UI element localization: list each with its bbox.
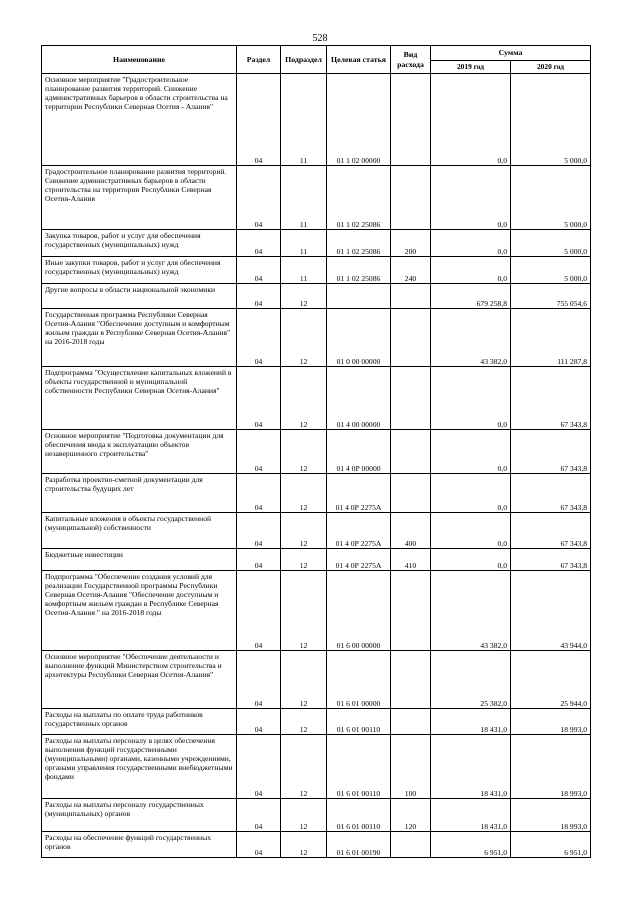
row-amount-2020: 18 993,0: [511, 799, 591, 832]
row-amount-2020: 43 944,0: [511, 571, 591, 651]
table-row: [42, 735, 591, 799]
table-row: [42, 799, 591, 832]
row-expense-type: 100: [391, 735, 431, 799]
row-amount-2019: 43 382,0: [431, 571, 511, 651]
table-row: [42, 166, 591, 230]
row-amount-2020: 111 287,8: [511, 309, 591, 367]
row-name: Другие вопросы в области национальной экономики: [42, 284, 237, 309]
row-expense-type: [391, 284, 431, 309]
row-expense-type: [391, 474, 431, 513]
row-section: 04: [237, 309, 281, 367]
row-subsection: 12: [281, 799, 327, 832]
row-section: 04: [237, 284, 281, 309]
row-target-article: 01 4 0Р 00000: [327, 430, 391, 474]
row-target-article: 01 6 01 00110: [327, 799, 391, 832]
row-amount-2020: 18 993,0: [511, 735, 591, 799]
row-name: Основное мероприятие "Обеспечение деятельности и выполнение функций Министерством строительства и архитектуры Республики Северная Осетия-Алания": [42, 651, 237, 709]
table-row: [42, 230, 591, 257]
row-target-article: 01 6 01 00190: [327, 832, 391, 858]
row-subsection: 12: [281, 474, 327, 513]
row-amount-2019: 0,0: [431, 430, 511, 474]
header-year-2020: 2020 год: [511, 61, 591, 74]
row-target-article: 01 1 02 00000: [327, 74, 391, 166]
row-target-article: 01 6 01 00110: [327, 735, 391, 799]
row-name: Подпрограмма "Обеспечение создания условий для реализации Государственной программы Республики Северная Осетия-Алания "Обеспечение доступным и комфортным жильем граждан в Республике Северная Осетия-Алания " на 2016-2018 годы: [42, 571, 237, 651]
row-amount-2020: 6 951,0: [511, 832, 591, 858]
row-amount-2020: 67 343,8: [511, 474, 591, 513]
row-amount-2019: 0,0: [431, 513, 511, 549]
row-amount-2019: 0,0: [431, 257, 511, 284]
table-row: [42, 309, 591, 367]
row-section: 04: [237, 709, 281, 735]
row-target-article: 01 6 00 00000: [327, 571, 391, 651]
header-target-article: Целевая статья: [327, 46, 391, 74]
row-target-article: 01 1 02 25086: [327, 230, 391, 257]
row-amount-2020: 5 000,0: [511, 166, 591, 230]
row-expense-type: [391, 571, 431, 651]
row-name: Основное мероприятие "Подготовка документации для обеспечения ввода в эксплуатацию объектов незавершенного строительства": [42, 430, 237, 474]
row-section: 04: [237, 799, 281, 832]
row-amount-2020: 67 343,8: [511, 513, 591, 549]
row-subsection: 12: [281, 284, 327, 309]
row-subsection: 12: [281, 513, 327, 549]
row-expense-type: [391, 430, 431, 474]
table-row: [42, 474, 591, 513]
table-row: [42, 430, 591, 474]
row-name: Разработка проектно-сметной документации для строительства будущих лет: [42, 474, 237, 513]
row-section: 04: [237, 832, 281, 858]
row-subsection: 12: [281, 709, 327, 735]
row-target-article: 01 6 01 00000: [327, 651, 391, 709]
table-row: [42, 549, 591, 571]
row-section: 04: [237, 430, 281, 474]
row-section: 04: [237, 474, 281, 513]
row-subsection: 12: [281, 367, 327, 430]
table-row: [42, 571, 591, 651]
row-subsection: 12: [281, 832, 327, 858]
row-name: Закупка товаров, работ и услуг для обеспечения государственных (муниципальных) нужд: [42, 230, 237, 257]
budget-table: [41, 45, 591, 858]
row-expense-type: [391, 651, 431, 709]
row-subsection: 11: [281, 166, 327, 230]
row-section: 04: [237, 735, 281, 799]
row-amount-2020: 5 000,0: [511, 74, 591, 166]
row-name: Иные закупки товаров, работ и услуг для обеспечения государственных (муниципальных) нужд: [42, 257, 237, 284]
row-section: 04: [237, 230, 281, 257]
row-expense-type: [391, 832, 431, 858]
row-amount-2019: 0,0: [431, 74, 511, 166]
row-subsection: 12: [281, 549, 327, 571]
row-expense-type: 400: [391, 513, 431, 549]
row-section: 04: [237, 367, 281, 430]
row-subsection: 11: [281, 230, 327, 257]
row-name: Расходы на выплаты персоналу в целях обеспечения выполнения функций государственными (муниципальными) органами, казенными учреждениями, органами управления государственными внебюджетными фондами: [42, 735, 237, 799]
row-amount-2019: 18 431,0: [431, 735, 511, 799]
row-section: 04: [237, 513, 281, 549]
row-amount-2020: 18 993,0: [511, 709, 591, 735]
table-row: [42, 651, 591, 709]
row-expense-type: 120: [391, 799, 431, 832]
row-amount-2019: 18 431,0: [431, 709, 511, 735]
row-amount-2020: 5 000,0: [511, 257, 591, 284]
row-amount-2020: 67 343,8: [511, 367, 591, 430]
row-amount-2019: 0,0: [431, 166, 511, 230]
row-expense-type: [391, 74, 431, 166]
table-row: [42, 513, 591, 549]
row-amount-2019: 18 431,0: [431, 799, 511, 832]
row-subsection: 11: [281, 257, 327, 284]
row-amount-2020: 755 054,6: [511, 284, 591, 309]
table-body: [42, 74, 591, 858]
row-amount-2019: 0,0: [431, 474, 511, 513]
row-subsection: 12: [281, 571, 327, 651]
row-expense-type: [391, 367, 431, 430]
row-expense-type: 410: [391, 549, 431, 571]
row-name: Градостроительное планирование развития территорий. Снижение административных барьеров в области строительства на территории Республики Северная Осетия-Алания: [42, 166, 237, 230]
row-section: 04: [237, 257, 281, 284]
row-section: 04: [237, 74, 281, 166]
row-expense-type: [391, 309, 431, 367]
row-subsection: 12: [281, 430, 327, 474]
page-number: 528: [312, 33, 328, 44]
row-amount-2019: 6 951,0: [431, 832, 511, 858]
row-expense-type: 240: [391, 257, 431, 284]
row-target-article: 01 4 00 00000: [327, 367, 391, 430]
row-expense-type: 200: [391, 230, 431, 257]
row-section: 04: [237, 166, 281, 230]
row-amount-2020: 67 343,8: [511, 430, 591, 474]
row-amount-2020: 25 944,0: [511, 651, 591, 709]
row-subsection: 12: [281, 651, 327, 709]
row-target-article: [327, 284, 391, 309]
table-row: [42, 257, 591, 284]
row-name: Капитальные вложения в объекты государственной (муниципальной) собственности: [42, 513, 237, 549]
row-amount-2019: 25 382,0: [431, 651, 511, 709]
row-expense-type: [391, 166, 431, 230]
row-subsection: 11: [281, 74, 327, 166]
row-subsection: 12: [281, 309, 327, 367]
row-amount-2020: 5 000,0: [511, 230, 591, 257]
row-name: Расходы на обеспечение функций государственных органов: [42, 832, 237, 858]
header-sum: Сумма: [431, 46, 591, 61]
row-section: 04: [237, 651, 281, 709]
row-expense-type: [391, 709, 431, 735]
header-subsection: Подраздел: [281, 46, 327, 74]
row-name: Расходы на выплаты персоналу государственных (муниципальных) органов: [42, 799, 237, 832]
row-subsection: 12: [281, 735, 327, 799]
table-row: [42, 709, 591, 735]
row-target-article: 01 4 0Р 2275А: [327, 549, 391, 571]
table-row: [42, 832, 591, 858]
row-target-article: 01 1 02 25086: [327, 166, 391, 230]
table-row: [42, 284, 591, 309]
row-target-article: 01 6 01 00110: [327, 709, 391, 735]
row-amount-2019: 0,0: [431, 230, 511, 257]
table-row: [42, 367, 591, 430]
row-target-article: 01 4 0Р 2275А: [327, 474, 391, 513]
row-name: Бюджетные инвестиции: [42, 549, 237, 571]
row-name: Расходы на выплаты по оплате труда работников государственных органов: [42, 709, 237, 735]
row-target-article: 01 0 00 00000: [327, 309, 391, 367]
row-amount-2019: 43 382,0: [431, 309, 511, 367]
row-amount-2019: 679 258,8: [431, 284, 511, 309]
header-section: Раздел: [237, 46, 281, 74]
row-amount-2019: 0,0: [431, 367, 511, 430]
table-row: [42, 74, 591, 166]
row-amount-2020: 67 343,8: [511, 549, 591, 571]
row-name: Основное мероприятие "Градостроительное планирование развития территорий. Снижение административных барьеров в области строительства на территории Республики Северная Осетия - Алания": [42, 74, 237, 166]
row-target-article: 01 1 02 25086: [327, 257, 391, 284]
header-year-2019: 2019 год: [431, 61, 511, 74]
row-amount-2019: 0,0: [431, 549, 511, 571]
row-section: 04: [237, 571, 281, 651]
header-expense-type: Вид расхода: [391, 46, 431, 74]
header-name: Наименование: [42, 46, 237, 74]
row-target-article: 01 4 0Р 2275А: [327, 513, 391, 549]
row-name: Государственная программа Республики Северная Осетия-Алания "Обеспечение доступным и комфортным жильем граждан в Республике Северная Осетия-Алания" на 2016-2018 годы: [42, 309, 237, 367]
row-name: Подпрограмма "Осуществление капитальных вложений в объекты государственной и муниципальной собственности Республики Северная Осетия-Алания": [42, 367, 237, 430]
row-section: 04: [237, 549, 281, 571]
